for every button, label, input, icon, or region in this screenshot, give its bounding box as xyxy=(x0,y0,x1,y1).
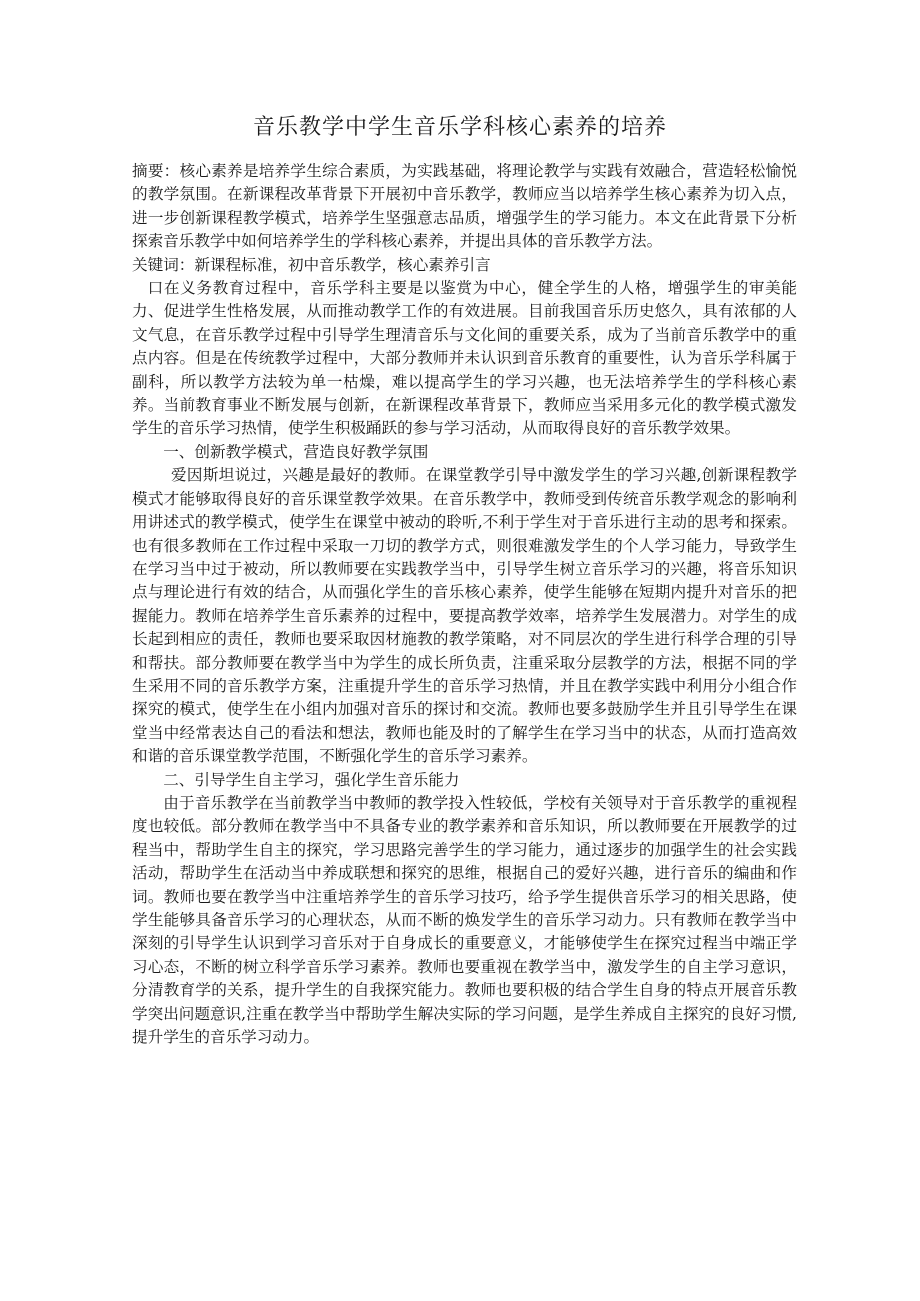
section1-heading: 一、创新教学模式，营造良好教学氛围 xyxy=(163,442,429,461)
section2-paragraph: 由于音乐教学在当前教学当中教师的教学投入性较低，学校有关领导对于音乐教学的重视程度也较低。部分教师在教学当中不具备专业的教学素养和音乐知识，所以教师要在开展教学的过程当中，帮助学生自主的探究，学习思路完善学生的学习能力，通过逐步的加强学生的社会实践活动，帮助学生在活动当中养成联想和探究的思维，根据自己的爱好兴趣，进行音乐的编曲和作词。教师也要在教学当中注重培养学生的音乐学习技巧，给予学生提供音乐学习的相关思路，使学生能够具备音乐学习的心理状态，从而不断的焕发学生的音乐学习动力。只有教师在教学当中深刻的引导学生认识到学习音乐对于自身成长的重要意义，才能够使学生在探究过程当中端正学习心态，不断的树立科学音乐学习素养。教师也要重视在教学当中，激发学生的自主学习意识，分清教育学的关系，提升学生的自我探究能力。教师也要积极的结合学生自身的特点开展音乐教学突出问题意识,注重在教学当中帮助学生解决实际的学习问题，是学生养成自主探究的良好习惯,提升学生的音乐学习动力。 xyxy=(132,793,797,1047)
document-body xyxy=(132,160,797,1049)
keywords-paragraph: 关键词：新课程标准，初中音乐教学，核心素养引言 xyxy=(132,255,491,274)
abstract-paragraph: 摘要：核心素养是培养学生综合素质，为实践基础，将理论教学与实践有效融合，营造轻松愉悦的教学氛围。在新课程改革背景下开展初中音乐教学，教师应当以培养学生核心素养为切入点，进一步创新课程教学模式，培养学生坚强意志品质，增强学生的学习能力。本文在此背景下分析探索音乐教学中如何培养学生的学科核心素养，并提出具体的音乐教学方法。 xyxy=(132,162,797,251)
intro-paragraph: 口在义务教育过程中，音乐学科主要是以鉴赏为中心，健全学生的人格，增强学生的审美能力、促进学生性格发展，从而推动教学工作的有效进展。目前我国音乐历史悠久，具有浓郁的人文气息，在音乐教学过程中引导学生理清音乐与文化间的重要关系，成为了当前音乐教学中的重点内容。但是在传统教学过程中，大部分教师并未认识到音乐教育的重要性，认为音乐学科属于副科，所以教学方法较为单一枯燥，难以提高学生的学习兴趣，也无法培养学生的学科核心素养。当前教育事业不断发展与创新，在新课程改革背景下，教师应当采用多元化的教学模式激发学生的音乐学习热情，使学生积极踊跃的参与学习活动，从而取得良好的音乐教学效果。 xyxy=(132,279,797,438)
document-title: 音乐教学中学生音乐学科核心素养的培养 xyxy=(252,115,667,140)
section2-heading: 二、引导学生自主学习，强化学生音乐能力 xyxy=(163,770,460,789)
section1-paragraph: 爱因斯坦说过，兴趣是最好的教师。在课堂教学引导中激发学生的学习兴趣,创新课程教学模式才能够取得良好的音乐课堂教学效果。在音乐教学中，教师受到传统音乐教学观念的影响利用讲述式的教学模式，使学生在课堂中被动的聆听,不利于学生对于音乐进行主动的思考和探索。也有很多教师在工作过程中采取一刀切的教学方式，则很难激发学生的个人学习能力，导致学生在学习当中过于被动，所以教师要在实践教学当中，引导学生树立音乐学习的兴趣，将音乐知识点与理论进行有效的结合，从而强化学生的音乐核心素养，使学生能够在短期内提升对音乐的把握能力。教师在培养学生音乐素养的过程中，要提高教学效率，培养学生发展潜力。对学生的成长起到相应的责任，教师也要采取因材施教的教学策略，对不同层次的学生进行科学合理的引导和帮扶。部分教师要在教学当中为学生的成长所负责，注重采取分层教学的方法，根据不同的学生采用不同的音乐教学方案，注重提升学生的音乐学习热情，并且在教学实践中利用分小组合作探究的模式，使学生在小组内加强对音乐的探讨和交流。教师也要多鼓励学生并且引导学生在课堂当中经常表达自己的看法和想法，教师也能及时的了解学生在学习当中的状态，从而打造高效和谐的音乐课堂教学范围，不断强化学生的音乐学习素养。 xyxy=(132,466,797,766)
